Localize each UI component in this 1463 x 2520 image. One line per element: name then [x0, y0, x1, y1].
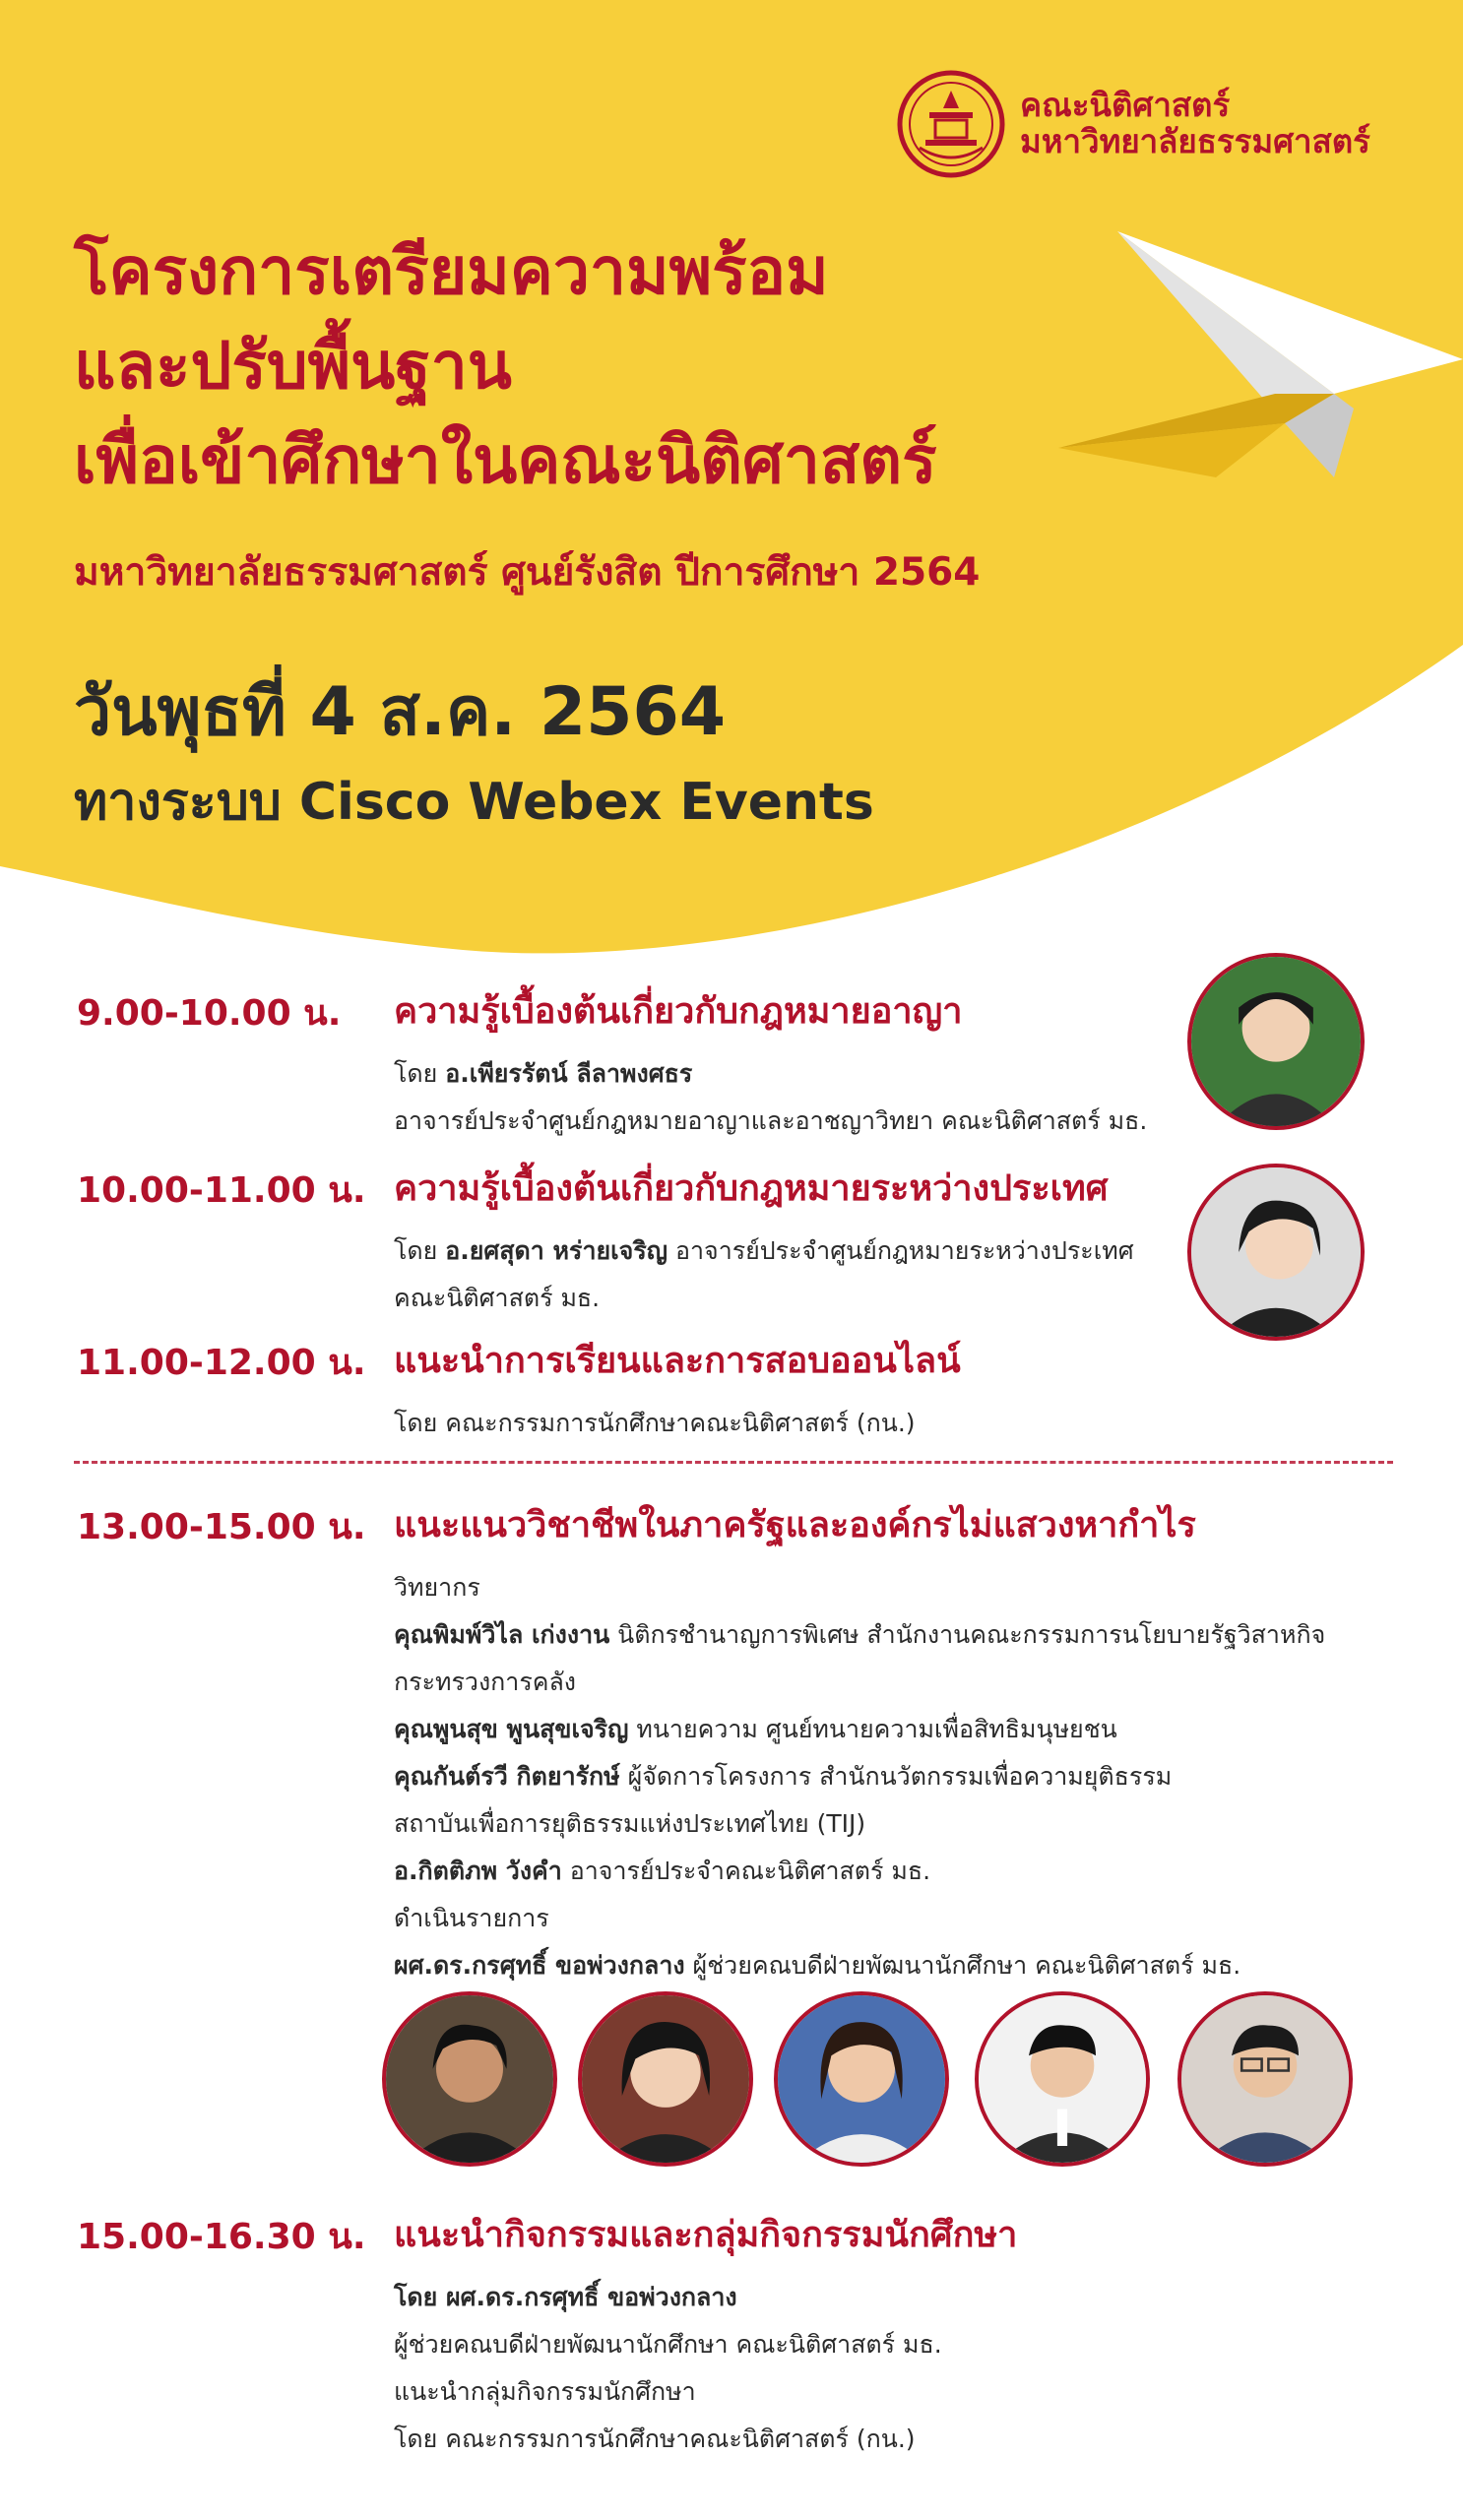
event-title [74, 224, 937, 508]
speaker-detail: ผู้ช่วยคณบดีฝ่ายพัฒนานักศึกษา คณะนิติศาสตร์ มธ. [394, 2330, 942, 2359]
speaker-photo-avatar [578, 1991, 753, 2167]
session-time: 11.00-12.00 น. [77, 1343, 366, 1383]
speaker-name: คุณพิมพ์วิไล เก่งงาน [394, 1620, 610, 1649]
speaker-photo-avatar [1177, 1991, 1353, 2167]
event-platform: ทางระบบ Cisco Webex Events [74, 773, 874, 832]
university-seal-icon [896, 69, 1006, 179]
activity-detail: โดย คณะกรรมการนักศึกษาคณะนิติศาสตร์ (กน.) [394, 2425, 916, 2453]
speaker-photo-avatar [382, 1991, 557, 2167]
section-divider [74, 1461, 1393, 1464]
session-time: 10.00-11.00 น. [77, 1170, 366, 1211]
speaker-detail: อาจารย์ประจำศูนย์กฎหมายอาญาและอาชญาวิทยา คณะนิติศาสตร์ มธ. [394, 1106, 1148, 1135]
speaker-name: อ.กิตติภพ วังคำ [394, 1857, 562, 1885]
paper-plane-icon [1058, 221, 1463, 477]
speaker-name: โดย ผศ.ดร.กรศุทธิ์ ขอพ่วงกลาง [394, 2283, 737, 2311]
speaker-role: ผู้จัดการโครงการ สำนักนวัตกรรมเพื่อความยุติธรรม [619, 1762, 1173, 1791]
moderator-role: ผู้ช่วยคณบดีฝ่ายพัฒนานักศึกษา คณะนิติศาสตร์ มธ. [684, 1951, 1241, 1980]
speaker-name: คุณกันต์รวี กิตยารักษ์ [394, 1762, 620, 1791]
speaker-role: สถาบันเพื่อการยุติธรรมแห่งประเทศไทย (TIJ) [394, 1809, 866, 1838]
speaker-role: อาจารย์ประจำคณะนิติศาสตร์ มธ. [561, 1857, 931, 1885]
university-name: มหาวิทยาลัยธรรมศาสตร์ [1020, 122, 1370, 160]
session-block [394, 1332, 1181, 1447]
faculty-name: คณะนิติศาสตร์ [1020, 86, 1231, 125]
speaker-name: อ.เพียรรัตน์ ลีลาพงศธร [445, 1059, 693, 1088]
activity-detail: แนะนำกลุ่มกิจกรรมนักศึกษา [394, 2377, 696, 2406]
event-date: วันพุธที่ 4 ส.ค. 2564 [74, 673, 727, 751]
session-title: ความรู้เบื้องต้นเกี่ยวกับกฎหมายอาญา [394, 991, 963, 1032]
session-time: 15.00-16.30 น. [77, 2217, 366, 2257]
session-block [394, 1496, 1378, 1989]
speaker-role: อาจารย์ประจำศูนย์กฎหมายระหว่างประเทศ [668, 1236, 1134, 1265]
by-prefix: โดย [394, 1059, 446, 1088]
speaker-name: คุณพูนสุข พูนสุขเจริญ [394, 1715, 629, 1743]
speaker-name: อ.ยศสุดา หร่ายเจริญ [445, 1236, 668, 1265]
title-line-1: โครงการเตรียมความพร้อม [74, 233, 829, 309]
session-time: 13.00-15.00 น. [77, 1507, 366, 1547]
speaker-photo-avatar [1187, 953, 1365, 1130]
moderator-label: ดำเนินรายการ [394, 1904, 549, 1932]
speaker-photo-avatar [1187, 1164, 1365, 1341]
speaker-role: ทนายความ ศูนย์ทนายความเพื่อสิทธิมนุษยชน [628, 1715, 1117, 1743]
session-block [394, 982, 1181, 1145]
session-title: แนะนำการเรียนและการสอบออนไลน์ [394, 1341, 961, 1381]
session-block [394, 1160, 1181, 1322]
moderator-name: ผศ.ดร.กรศุทธิ์ ขอพ่วงกลาง [394, 1951, 685, 1980]
event-subtitle: มหาวิทยาลัยธรรมศาสตร์ ศูนย์รังสิต ปีการศึกษา 2564 [74, 550, 981, 595]
title-line-3: เพื่อเข้าศึกษาในคณะนิติศาสตร์ [74, 422, 937, 498]
speakers-label: วิทยากร [394, 1573, 480, 1602]
session-title: ความรู้เบื้องต้นเกี่ยวกับกฎหมายระหว่างประเทศ [394, 1168, 1109, 1209]
title-line-2: และปรับพื้นฐาน [74, 328, 512, 404]
speaker-photo-avatar [975, 1991, 1150, 2167]
speaker-role: กระทรวงการคลัง [394, 1668, 576, 1696]
speaker-detail: คณะนิติศาสตร์ มธ. [394, 1284, 601, 1312]
session-block [394, 2206, 1181, 2463]
speaker-role: นิติกรชำนาญการพิเศษ สำนักงานคณะกรรมการนโยบายรัฐวิสาหกิจ [609, 1620, 1326, 1649]
session-title: แนะนำกิจกรรมและกลุ่มกิจกรรมนักศึกษา [394, 2215, 1018, 2255]
speaker-detail: โดย คณะกรรมการนักศึกษาคณะนิติศาสตร์ (กน.) [394, 1409, 916, 1437]
speaker-photo-avatar [774, 1991, 949, 2167]
session-time: 9.00-10.00 น. [77, 993, 342, 1034]
by-prefix: โดย [394, 1236, 446, 1265]
faculty-logo [896, 69, 1370, 179]
session-title: แนะแนววิชาชีพในภาครัฐและองค์กรไม่แสวงหากำไร [394, 1505, 1196, 1545]
